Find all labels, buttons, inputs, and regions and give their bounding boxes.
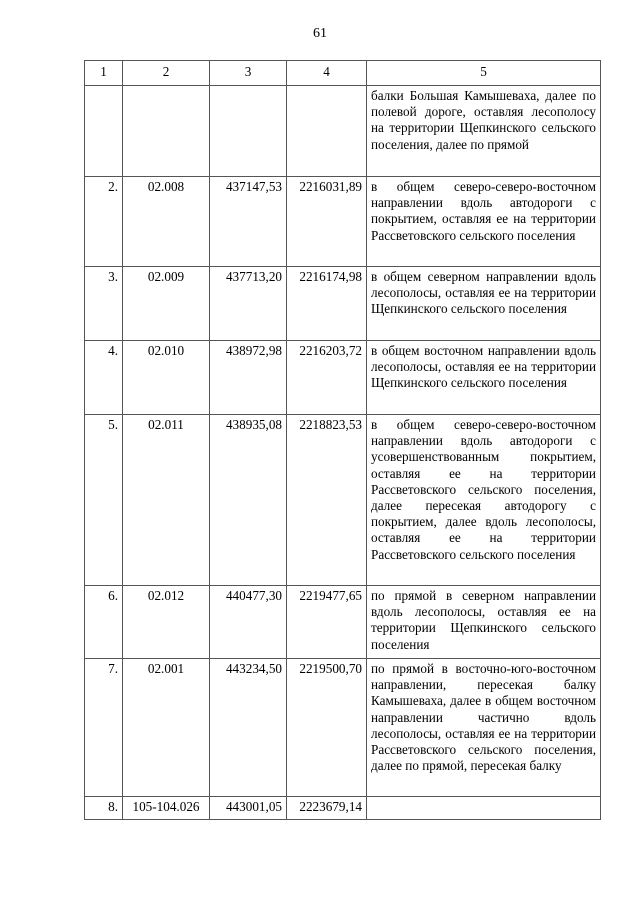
coordinate-y: 2216203,72 [287, 341, 367, 415]
table-row [85, 586, 601, 659]
table-header-row [85, 61, 601, 86]
coordinate-y: 2218823,53 [287, 415, 367, 586]
point-code: 02.008 [123, 177, 210, 267]
coordinate-x: 438972,98 [210, 341, 287, 415]
boundary-description: в общем восточном направлении вдоль лесополосы, оставляя ее на территории Щепкинского сельского поселения [367, 341, 601, 415]
boundary-description: балки Большая Камышеваха, далее по полевой дороге, оставляя лесополосу на территории Щепкинского сельского поселения, далее по прямой [367, 86, 601, 177]
table-row [85, 415, 601, 586]
boundary-description [367, 797, 601, 820]
coordinate-y: 2223679,14 [287, 797, 367, 820]
point-code: 02.009 [123, 267, 210, 341]
boundary-description: в общем северо-северо-восточном направлении вдоль автодороги с покрытием, оставляя ее на территории Рассветовского сельского поселения [367, 177, 601, 267]
page-number: 61 [313, 26, 327, 41]
row-number: 2. [85, 177, 123, 267]
boundary-description: по прямой в восточно-юго-восточном направлении, пересекая балку Камышеваха, далее в общем восточном направлении частично вдоль лесополосы, оставляя ее на территории Рассветовского сельского поселения, далее по прямой, пересекая балку [367, 659, 601, 797]
table-row [85, 797, 601, 820]
column-header: 1 [85, 61, 123, 86]
point-code: 02.010 [123, 341, 210, 415]
table-row [85, 341, 601, 415]
boundary-description: в общем северо-северо-восточном направлении вдоль автодороги с усовершенствованным покрытием, оставляя ее на территории Рассветовского сельского поселения, далее пересекая автодорогу с покрытием, далее вдоль лесополосы, оставляя ее на территории Рассветовского сельского поселения [367, 415, 601, 586]
row-number: 8. [85, 797, 123, 820]
column-header: 3 [210, 61, 287, 86]
table-row [85, 177, 601, 267]
coordinate-x: 438935,08 [210, 415, 287, 586]
row-number [85, 86, 123, 177]
point-code: 02.012 [123, 586, 210, 659]
table-row [85, 659, 601, 797]
point-code [123, 86, 210, 177]
column-header: 5 [367, 61, 601, 86]
row-number: 4. [85, 341, 123, 415]
row-number: 7. [85, 659, 123, 797]
coordinate-x: 443234,50 [210, 659, 287, 797]
coordinate-y: 2219500,70 [287, 659, 367, 797]
coordinate-y: 2216174,98 [287, 267, 367, 341]
table-row [85, 86, 601, 177]
point-code: 02.011 [123, 415, 210, 586]
coordinate-x: 437713,20 [210, 267, 287, 341]
coordinate-x [210, 86, 287, 177]
row-number: 3. [85, 267, 123, 341]
row-number: 5. [85, 415, 123, 586]
point-code: 02.001 [123, 659, 210, 797]
column-header: 2 [123, 61, 210, 86]
boundary-description: в общем северном направлении вдоль лесополосы, оставляя ее на территории Щепкинского сельского поселения [367, 267, 601, 341]
table-row [85, 267, 601, 341]
coordinate-y: 2219477,65 [287, 586, 367, 659]
coordinate-x: 437147,53 [210, 177, 287, 267]
coordinate-y: 2216031,89 [287, 177, 367, 267]
coordinate-y [287, 86, 367, 177]
boundary-table [84, 60, 601, 820]
coordinate-x: 443001,05 [210, 797, 287, 820]
coordinate-x: 440477,30 [210, 586, 287, 659]
column-header: 4 [287, 61, 367, 86]
row-number: 6. [85, 586, 123, 659]
boundary-description: по прямой в северном направлении вдоль лесополосы, оставляя ее на территории Щепкинского сельского поселения [367, 586, 601, 659]
point-code: 105-104.026 [123, 797, 210, 820]
